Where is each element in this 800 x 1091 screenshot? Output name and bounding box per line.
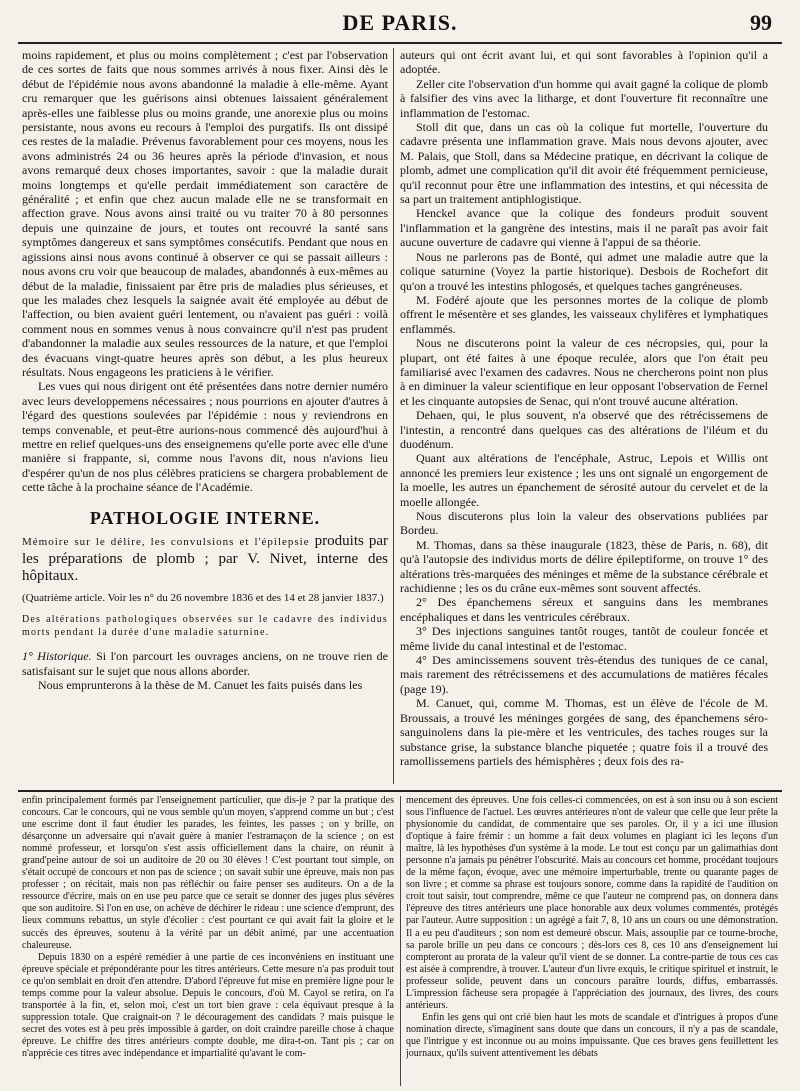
paragraph: Henckel avance que la colique des fondeurs produit souvent l'inflammation et la gangrène des intestins, mais il ne paraît pas avoir fait aucune ouverture de cadavre qui vienne à l'appui de sa théorie. <box>400 206 768 250</box>
paragraph: Quant aux altérations de l'encéphale, Astruc, Lepois et Willis ont annoncé les premiers leur existence ; les uns ont signalé un engorgement de la moelle, les autres un épanchement de sérosité autour du cervelet et de la moelle allongée. <box>400 451 768 509</box>
historique-paragraph <box>22 649 388 678</box>
right-column <box>400 48 768 788</box>
paragraph: Enfin les gens qui ont crié bien haut les mots de scandale et d'intrigues à propos d'une nomination directe, s'imaginent sans doute que dans un concours, il n'y a pas de scandale, que l'intrigue y est inconnue ou au moins impuissante. Que ces braves gens feuillettent les journaux, qu'ils suivent attentivement les débats <box>406 1011 778 1059</box>
feuilleton-left <box>22 795 394 1087</box>
feuilleton-right <box>406 795 778 1087</box>
page-number: 99 <box>750 10 772 35</box>
historique-text: Si l'on parcourt les ouvrages anciens, on ne trouve rien de satisfaisant sur le sujet que nous allons aborder. <box>22 649 388 678</box>
column-divider <box>393 48 394 784</box>
paragraph: enfin principalement formés par l'enseignement particulier, que dis-je ? par la pratique des concours. Car le concours, qui ne vous semble qu'un moyen, s'apprend comme un but ; c'est une escrime dont il faut étudier les parades, les feintes, les passes ; on y brille, on désarçonne un adversaire qui n'avait guère à manier l'estramaçon de la science ; on est nommé professeur, et lorsqu'on s'est assis officiellement dans la chaire, on réunit à grand'peine autour de soi un auditoire de 20 ou 30 élèves ! C'est pourtant tout simple, on s'était occupé de concours et non pas de science ; on savait subir une épreuve, mais non pas professer ; on récitait, mais non pas réfléchir ou faire penser ses auditeurs. On a de la ressource d'écrire, mais on en use peu parce que ce serait se donner des juges plus sévères que son auditoire. Si l'on en use, on achève de déchirer le rideau : une science d'emprunt, des lieux communs rebattus, un style d'écolier : c'est pourtant ce qui avait fait la gloire et le succès des épreuves, soutenu à la vérité par un débit animé, par une accentuation chaleureuse. <box>22 795 394 951</box>
feuilleton-rule <box>18 790 782 792</box>
paragraph: M. Canuet, qui, comme M. Thomas, est un élève de l'école de M. Broussais, a trouvé les méninges gorgées de sang, des épanchemens séro-sanguinolens dans la pie-mère et les ventricules, des taches rouges sur la substance grise, la substance blanche piquetée ; quatre fois il a trouvé des ramollissemens partiels des hémisphères ; deux fois des ra- <box>400 696 768 768</box>
paragraph: Nous emprunterons à la thèse de M. Canuet les faits puisés dans les <box>38 678 363 693</box>
running-title: DE PARIS. <box>342 10 458 35</box>
left-column <box>22 48 388 788</box>
paragraph: Depuis 1830 on a espéré remédier à une partie de ces inconvéniens en instituant une épreuve spéciale et prépondérante pour les titres antérieurs. Cette mesure n'a pas produit tout ce qu'on semblait en droit d'en attendre. D'abord l'épreuve fut mise en première ligne pour le temps comme pour la valeur absolue. Depuis le concours, d'où M. Cayol se retira, on l'a transportée à la fin, et, selon moi, c'est un tort bien grave : cela équivaut presque à la suppression totale. Que craignait-on ? le découragement des candidats ? mais puisque le secret des votes est à peu près impossible à garder, on doit craindre pareille chose à chaque épreuve. Le chiffre des titres antérieurs compte double, me dira-t-on. Tant pis ; car on n'apprécie ces titres avec indépendance et impartialité qu'avant le com- <box>22 951 394 1059</box>
paragraph: Les vues qui nous dirigent ont été présentées dans notre dernier numéro avec leurs developpemens nécessaires ; nous pourrions en ajouter d'autres à l'égard des questions soulevées par l'épidémie : nous y reviendrons en temps convenable, et peut-être aurions-nous commencé dès aujourd'hui à mettre en relief quelques-uns des enseignemens qu'elle porte avec elle d'une manière si frappante, si, comme nous l'avons dit, nous n'avions lieu d'espérer qu'un de nos plus célèbres praticiens se chargera probablement de cette tâche à la prochaine séance de l'Académie. <box>22 379 388 495</box>
paragraph: M. Fodéré ajoute que les personnes mortes de la colique de plomb offrent le mésentère et ses glandes, les vaisseaux chylifères et lymphatiques enflammés. <box>400 292 768 336</box>
paragraph: M. Thomas, dans sa thèse inaugurale (1823, thèse de Paris, n. 68), dit qu'à l'autopsie des individus morts de délire épileptiforme, on trouve 1° des altérations très-marquées des méninges et même de la substance cérébrale et rachidienne ; les os du crâne eux-mêmes sont souvent affectés. <box>400 537 768 596</box>
page-header <box>0 0 800 40</box>
paragraph: Nous discuterons plus loin la valeur des observations publiées par Bordeu. <box>400 509 768 538</box>
historique-label: 1° Historique. <box>22 649 92 664</box>
subsection-title: Des altérations pathologiques observées sur le cadavre des individus morts pendant la durée d'une maladie saturnine. <box>22 614 388 639</box>
paragraph: Nous ne discuterons point la valeur de ces nécropsies, qui, pour la plupart, ont été faites à une époque reculée, alors que l'on était peu familiarisé avec l'examen des cadavres. Nous ne chercherons point non plus à en diminuer la valeur scientifique en leur opposant l'observation de Fernel et les cinquante autopsies de Senac, qui n'ont trouvé aucune altération. <box>400 336 768 408</box>
paragraph: mencement des épreuves. Une fois celles-ci commencées, on est à son insu ou à son escient sous l'influence de l'actuel. Les œuvres antérieures n'ont de valeur que celle que leur prête la physionomie du candidat, de commentaire que ses paroles. Or, il y a ici une illusion d'optique à faire frémir : un homme a fait deux volumes en plagiant ici les leçons d'un maître, là les hypothèses d'un système à la mode. Le tout est conçu par un galimathias dont personne n'a jamais pu pénétrer l'obscurité. Mais au concours cet homme, procédant toujours de la même façon, évoque, avec une mémoire imperturbable, trente ou quarante pages de son livre ; et comme sa phrase est toujours sonore, comme dans la rapidité de l'audition on croit tout saisir, tout comprendre, même ce que l'auteur ne comprend pas, on donnera dans l'épreuve des titres antérieurs une place honorable aux deux volumes commentés, protégés par l'auteur. Autre supposition : un agrégé a fait 7, 8, 10 ans un cours ou une démonstration. Il a eu peu d'auditeurs ; son nom est demeuré obscur. Mais, assouplie par ce tourne-broche, sa parole brille un peu dans ce concours ; dès-lors ces 8, ces 10 ans d'enseignement lui compteront au prorata de la valeur qu'il vient de se donner. La contre-partie de tous ces cas est aisée à comprendre, à trouver. L'auteur d'un livre exquis, le critique spirituel et instruit, le professeur solide, peuvent dans un concours paraître lourds, diffus, embarrassés. L'impression fâcheuse sera propagée à l'appréciation des journaux, des livres, des cours antérieurs. <box>406 795 778 1011</box>
memoir-title-prefix: Mémoire sur le délire, les convulsions et l'épilepsie <box>22 536 310 548</box>
feuilleton-divider <box>400 796 401 1086</box>
header-rule <box>18 42 782 44</box>
paragraph: Nous ne parlerons pas de Bonté, qui admet une maladie autre que la colique saturnine (Voyez la partie historique). Desbois de Rochefort dit qu'on a trouvé les intestins phlogosés, et quelques taches gangréneuses. <box>400 249 768 293</box>
paragraph: Zeller cite l'observation d'un homme qui avait gagné la colique de plomb à falsifier des vins avec la litharge, et dont l'ouverture fit reconnaître une inflammation de l'estomac. <box>400 76 768 120</box>
paragraph: Dehaen, qui, le plus souvent, n'a observé que des rétrécissemens de l'intestin, a rencontré dans quelques cas des altérations de l'iléum et du duodénum. <box>400 408 768 451</box>
paragraph: auteurs qui ont écrit avant lui, et qui sont favorables à l'opinion qu'il a adoptée. <box>400 48 768 77</box>
memoir-title-rest: produits par les préparations de plomb ; par V. Nivet, interne des hôpitaux. <box>22 533 388 584</box>
paragraph: 2° Des épanchemens séreux et sanguins dans les membranes encéphaliques et dans les ventricules cérébraux. <box>400 595 768 624</box>
paragraph: moins rapidement, et plus ou moins complètement ; c'est par l'observation de ces sortes de faits que nous sommes arrivés à nous fixer. Ainsi dès le début de l'épidémie nous avons abandonné la maladie à elle-même. Ayant cru remarquer que les guérisons ainsi obtenues laissaient généralement après-elles une faiblesse plus ou moins grande, une anorexie plus ou moins persistante, nous avons eu recours à l'emploi des purgatifs. Ils ont dissipé ces restes de la maladie. Prévenus favorablement pour ces moyens, nous les avons administrés 24 ou 36 heures après la période d'invasion, et nous avons remarqué deux choses importantes, savoir : que la maladie durait moins longtemps et qu'elle perdait immédiatement son caractère de généralité ; et enfin que chez aucun malade elle ne se transformait en affection grave. Nous avons ainsi traité ou vu traiter 70 à 80 personnes depuis une quinzaine de jours, et toutes ont recouvré la santé sans symptômes dangereux et sans symptômes consécutifs. Pendant que nous en agissions ainsi nous avons continué à observer ce qui se passait ailleurs : nous avons cru voir que beaucoup de malades, abandonnés à eux-mêmes au début de la maladie, finissaient par être pris de maladies plus sérieuses, et que les malades chez lesquels la saignée avait été employée au début de l'affection, ou bien avaient guéri lentement, ou n'avaient pas guéri : voilà comment nous en sommes venus à nous convaincre qu'il n'est pas prudent d'abandonner la maladie aux seules ressources de la nature, et que l'emploi des évacuans vingt-quatre heures après son début, a les plus heureux résultats. Nous engageons les praticiens à le vérifier. <box>22 48 388 379</box>
article-reference: (Quatrième article. Voir les n° du 26 novembre 1836 et des 14 et 28 janvier 1837.) <box>22 592 384 604</box>
paragraph: Stoll dit que, dans un cas où la colique fut mortelle, l'ouverture du cadavre présenta une inflammation grave. Mais nous devons ajouter, avec M. Palais, que Stoll, dans sa Médecine pratique, en décrivant la colique de plomb, admet une complication qu'il dit avoir été fréquemment pernicieuse, qu'il reconnut pour être une inflammation des intestins, et qui nécessita de sa part un traitement antiphlogistique. <box>400 120 768 207</box>
paragraph: 4° Des amincissemens souvent très-étendus des tuniques de ce canal, mais rarement des rétrécissemens et des accumulations de matières fécales (page 19). <box>400 653 768 696</box>
memoir-title <box>22 533 388 585</box>
paragraph: 3° Des injections sanguines tantôt rouges, tantôt de couleur foncée et même livide du canal intestinal et de l'estomac. <box>400 624 768 653</box>
section-title: PATHOLOGIE INTERNE. <box>89 507 321 528</box>
